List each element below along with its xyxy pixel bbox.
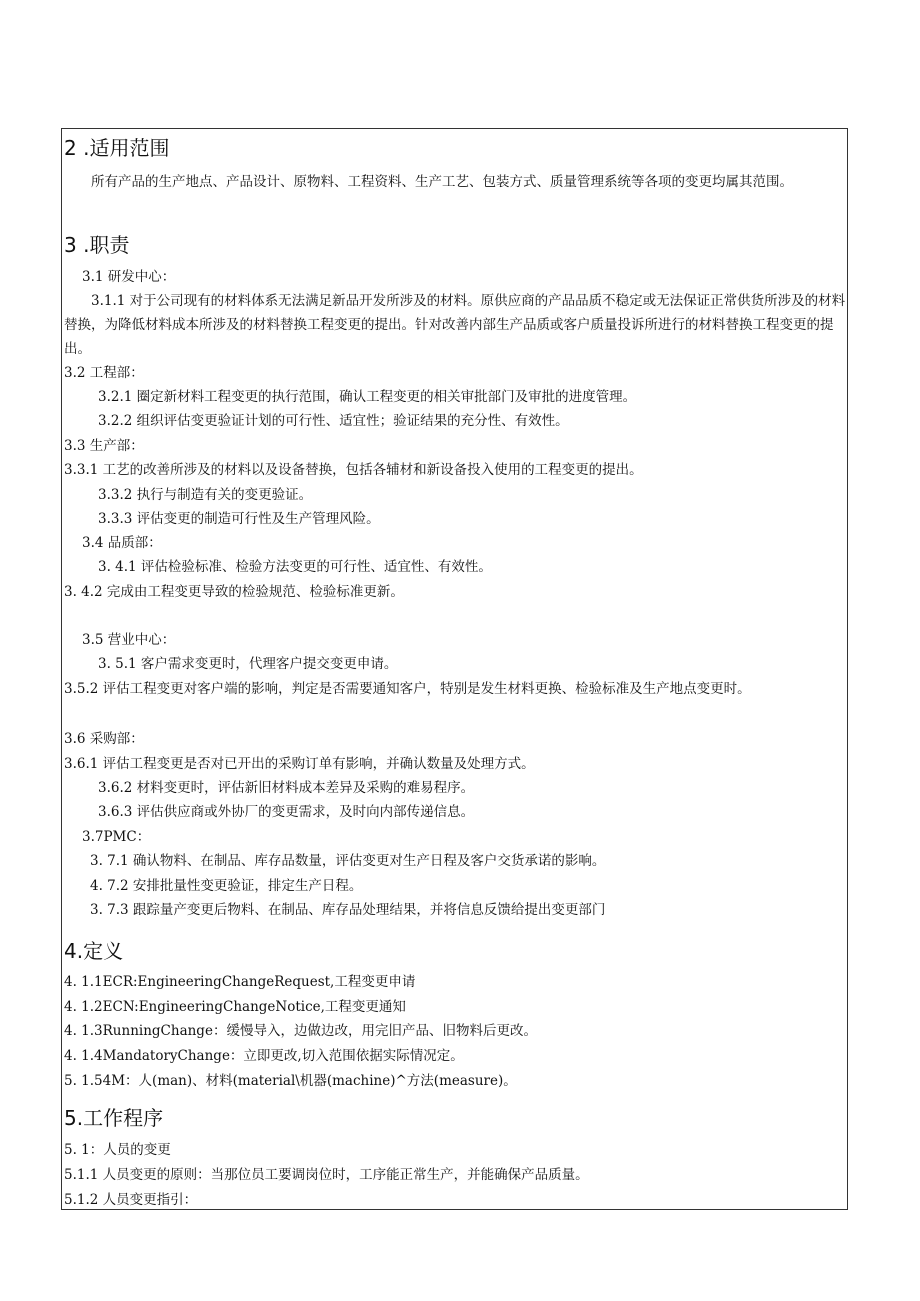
s3-line-3-2-2: 3.2.2 组织评估变更验证计划的可行性、适宜性；验证结果的充分性、有效性。: [98, 413, 569, 429]
s3-para-3-1-1: 3.1.1 对于公司现有的材料体系无法满足新品开发所涉及的材料。原供应商的产品品质不稳定或无法保证正常供货所涉及的材料替换，为降低材料成本所涉及的材料替换工程变更的提出。针对改善内部生产品质或客户质量投诉所进行的材料替换工程变更的提出。: [64, 293, 846, 357]
s3-line-3-4-1: 3. 4.1 评估检验标准、检验方法变更的可行性、适宜性、有效性。: [98, 559, 492, 575]
s4-line-3: 4. 1.3RunningChange：缓慢导入，边做边改，用完旧产品、旧物料后更改。: [64, 1023, 537, 1039]
s3-line-3-6-2: 3.6.2 材料变更时，评估新旧材料成本差异及采购的难易程序。: [98, 780, 475, 796]
s3-line-3-3-1: 3.3.1 工艺的改善所涉及的材料以及设备替换，包括各辅材和新设备投入使用的工程变更的提出。: [64, 462, 643, 478]
s3-line-3-3-3: 3.3.3 评估变更的制造可行性及生产管理风险。: [98, 511, 380, 527]
s3-line-3-7: 3.7PMC：: [82, 829, 151, 845]
s5-line-3: 5.1.2 人员变更指引：: [64, 1192, 198, 1208]
s3-line-3-2: 3.2 工程部：: [64, 365, 144, 381]
s3-line-3-6-1: 3.6.1 评估工程变更是否对已开出的采购订单有影响，并确认数量及处理方式。: [64, 756, 535, 772]
s3-para-3-5-2: 3.5.2 评估工程变更对客户端的影响，判定是否需要通知客户，特别是发生材料更换、检验标准及生产地点变更时。: [64, 681, 751, 697]
s3-line-3-7-2: 4. 7.2 安排批量性变更验证，排定生产日程。: [90, 878, 363, 894]
s3-line-3-5-1: 3. 5.1 客户需求变更时，代理客户提交变更申请。: [98, 656, 398, 672]
s3-line-3-3: 3.3 生产部：: [64, 438, 144, 454]
section-5-heading: 5.工作程序: [64, 1106, 164, 1130]
section-4-heading: 4.定义: [64, 939, 124, 963]
s3-line-3-4-2: 3. 4.2 完成由工程变更导致的检验规范、检验标准更新。: [64, 584, 404, 600]
s3-line-3-7-3: 3. 7.3 跟踪量产变更后物料、在制品、库存品处理结果，并将信息反馈给提出变更部门: [90, 902, 606, 918]
s3-line-3-1: 3.1 研发中心：: [82, 269, 176, 285]
s3-line-3-6-3: 3.6.3 评估供应商或外协厂的变更需求，及时向内部传递信息。: [98, 804, 475, 820]
s3-line-3-3-2: 3.3.2 执行与制造有关的变更验证。: [98, 487, 313, 503]
section-2-heading: 2 .适用范围: [64, 136, 170, 160]
s3-line-3-7-1: 3. 7.1 确认物料、在制品、库存品数量，评估变更对生产日程及客户交货承诺的影响。: [90, 853, 606, 869]
section-3-heading: 3 .职责: [64, 233, 130, 257]
s3-line-3-6: 3.6 采购部：: [64, 731, 144, 747]
document-frame: [61, 128, 848, 1210]
s4-line-4: 4. 1.4MandatoryChange：立即更改,切入范围依据实际情况定。: [64, 1048, 464, 1064]
s3-line-3-4: 3.4 品质部：: [82, 535, 162, 551]
s4-line-5: 5. 1.54M：人(man)、材料(material\机器(machine)^方法(measure)。: [64, 1073, 517, 1089]
s3-line-3-2-1: 3.2.1 圈定新材料工程变更的执行范围，确认工程变更的相关审批部门及审批的进度管理。: [98, 389, 637, 405]
section-2-body: 所有产品的生产地点、产品设计、原物料、工程资料、生产工艺、包装方式、质量管理系统等各项的变更均属其范围。: [91, 174, 793, 190]
s5-line-1: 5. 1：人员的变更: [64, 1142, 171, 1158]
s3-line-3-5: 3.5 营业中心：: [82, 632, 176, 648]
s4-line-2: 4. 1.2ECN:EngineeringChangeNotice,工程变更通知: [64, 999, 406, 1015]
s5-line-2: 5.1.1 人员变更的原则：当那位员工要调岗位时，工序能正常生产，并能确保产品质量。: [64, 1167, 589, 1183]
s4-line-1: 4. 1.1ECR:EngineeringChangeRequest,工程变更申请: [64, 974, 416, 990]
